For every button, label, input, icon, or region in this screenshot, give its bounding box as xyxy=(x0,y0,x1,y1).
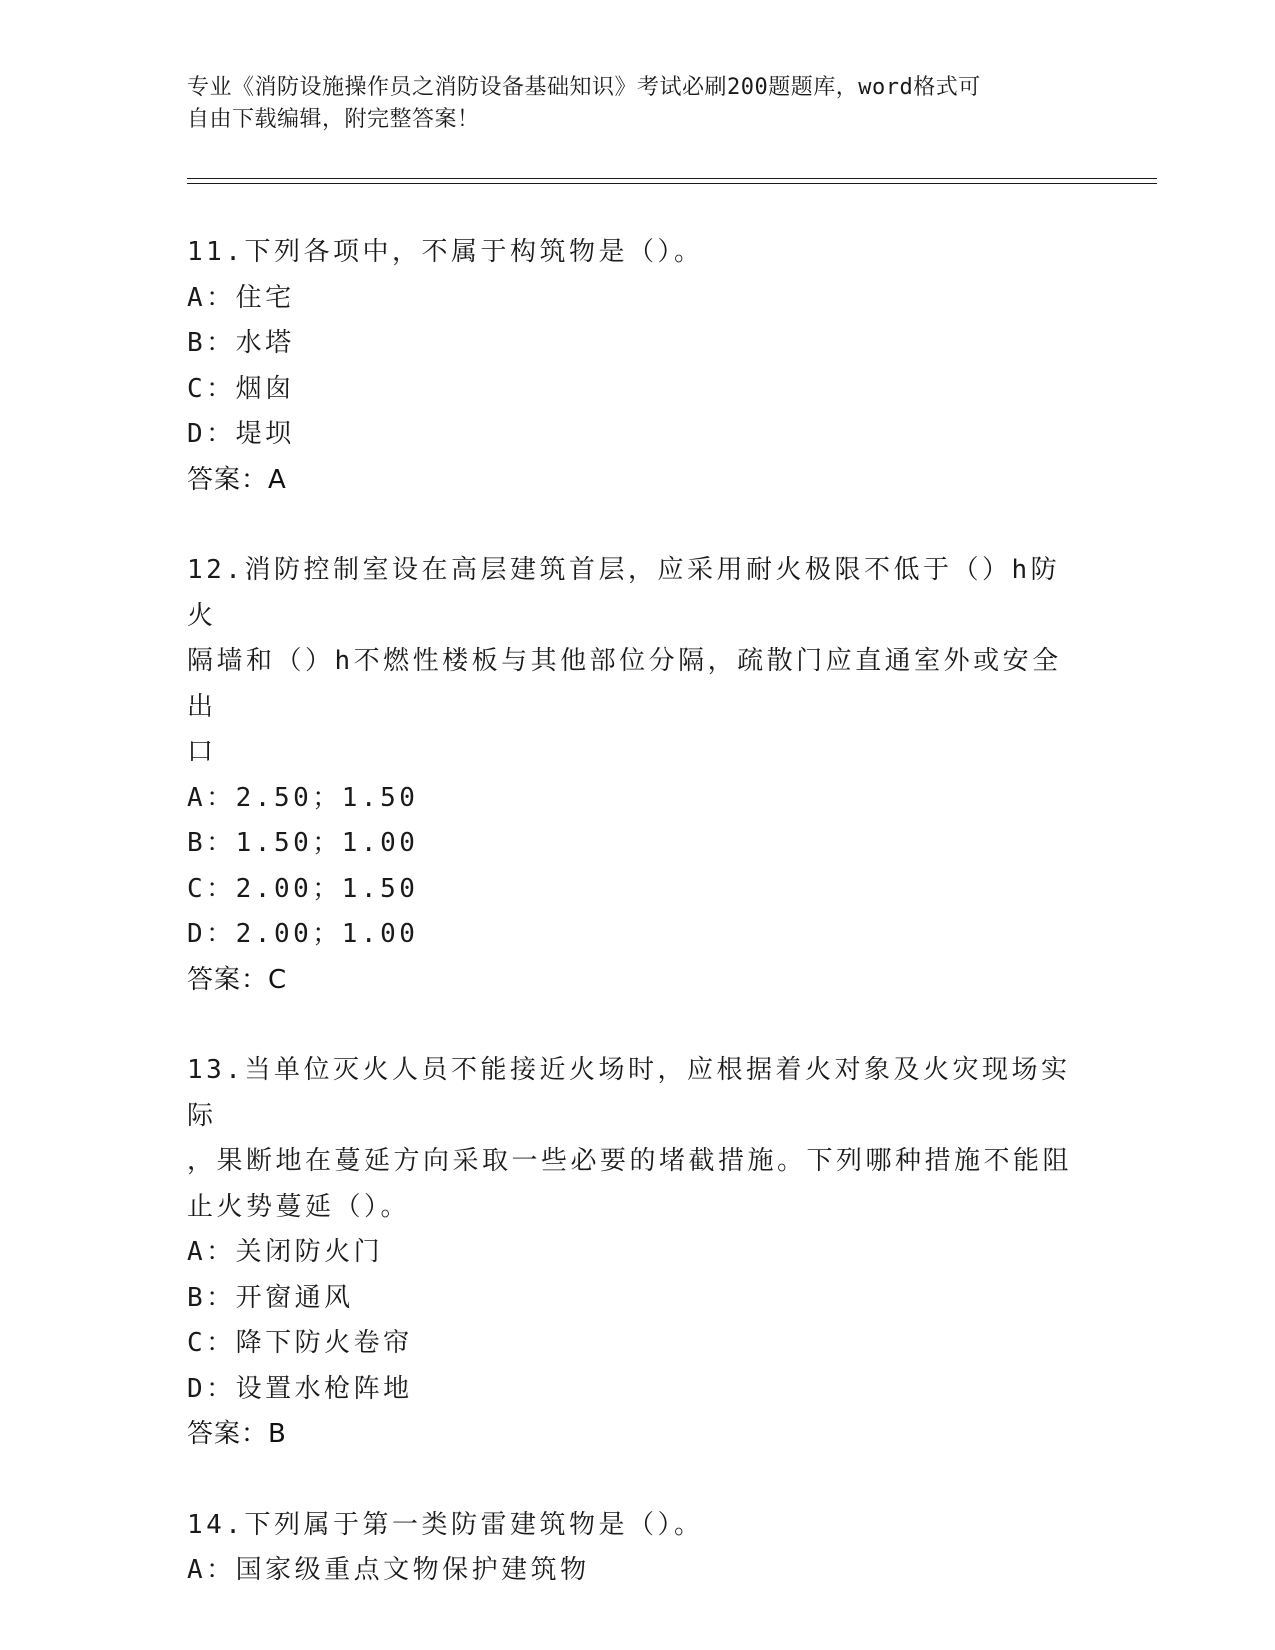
option-c: C：烟囱 xyxy=(187,373,295,404)
option-a: A：2.50；1.50 xyxy=(187,782,419,813)
option-d: D：设置水枪阵地 xyxy=(187,1373,413,1404)
document-header xyxy=(187,72,1067,136)
option-b: B：水塔 xyxy=(187,328,295,358)
question-stem: ，果断地在蔓延方向采取一些必要的堵截措施。下列哪种措施不能阻 xyxy=(187,1146,1073,1176)
answer-line: 答案：B xyxy=(187,1419,287,1449)
question-stem: 11.下列各项中，不属于构筑物是（）。 xyxy=(187,237,704,267)
option-a: A：国家级重点文物保护建筑物 xyxy=(187,1555,590,1585)
question-13 xyxy=(187,1048,1087,1458)
option-c: C：2.00；1.50 xyxy=(187,873,419,904)
answer-line: 答案：A xyxy=(187,464,287,495)
question-stem: 口 xyxy=(187,737,217,767)
header-divider xyxy=(187,178,1157,184)
option-a: A：关闭防火门 xyxy=(187,1237,384,1267)
question-list xyxy=(187,230,1087,1639)
header-line-1: 专业《消防设施操作员之消防设备基础知识》考试必刷200题题库，word格式可 xyxy=(187,75,981,100)
option-b: B：开窗通风 xyxy=(187,1282,354,1313)
question-stem: 隔墙和（）h不燃性楼板与其他部位分隔，疏散门应直通室外或安全出 xyxy=(187,646,1062,722)
question-stem: 止火势蔓延（）。 xyxy=(187,1191,411,1222)
answer-line: 答案：C xyxy=(187,964,288,995)
question-11 xyxy=(187,230,1087,503)
header-line-2: 自由下载编辑，附完整答案！ xyxy=(187,107,480,132)
question-stem: 12.消防控制室设在高层建筑首层，应采用耐火极限不低于（）h防火 xyxy=(187,555,1061,631)
question-14 xyxy=(187,1503,1087,1594)
question-stem: 14.下列属于第一类防雷建筑物是（）。 xyxy=(187,1509,704,1540)
question-12 xyxy=(187,548,1087,1003)
option-c: C：降下防火卷帘 xyxy=(187,1328,413,1358)
option-d: D：堤坝 xyxy=(187,419,295,449)
option-a: A：住宅 xyxy=(187,282,295,313)
option-b: B：1.50；1.00 xyxy=(187,828,419,858)
option-d: D：2.00；1.00 xyxy=(187,919,419,949)
question-stem: 13.当单位灭火人员不能接近火场时，应根据着火对象及火灾现场实际 xyxy=(187,1055,1071,1131)
